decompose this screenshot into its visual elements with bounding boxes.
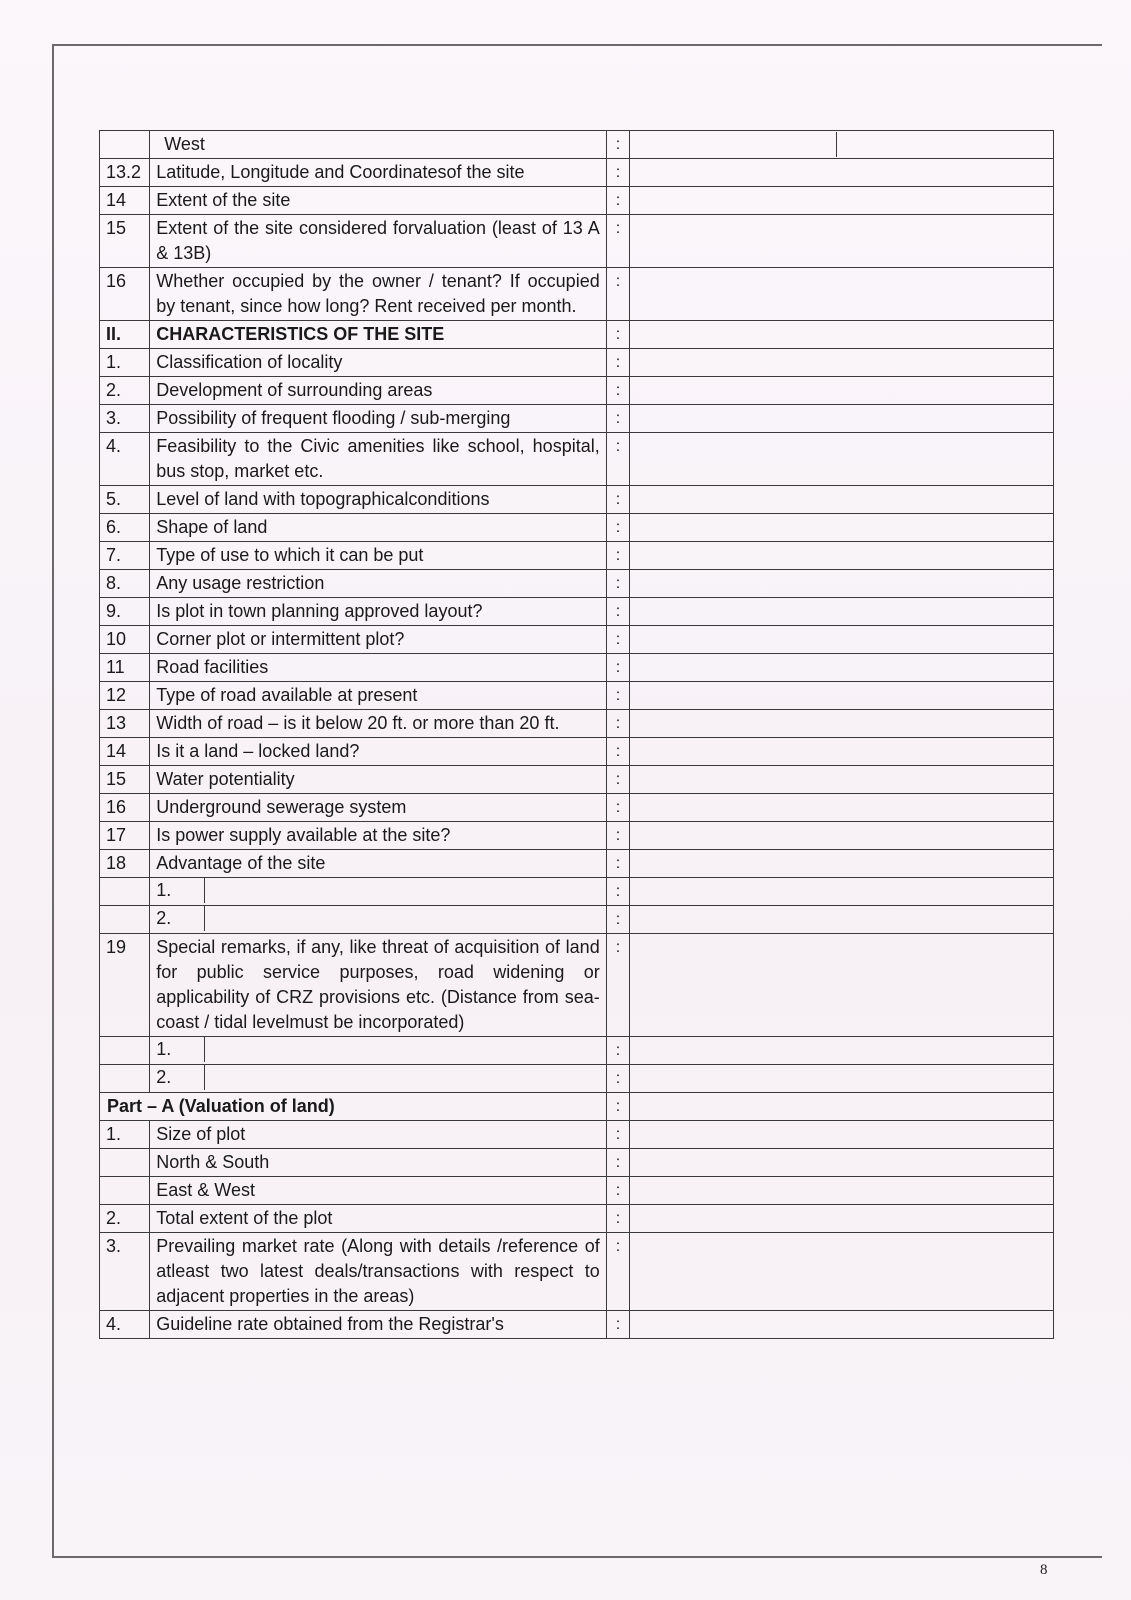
colon-separator: : — [606, 215, 630, 268]
row-number: 14 — [100, 187, 150, 215]
value-cell[interactable] — [630, 131, 1054, 159]
row-description: Road facilities — [150, 654, 606, 682]
colon-separator: : — [606, 349, 630, 377]
row-number: 12 — [100, 682, 150, 710]
colon-separator: : — [606, 377, 630, 405]
colon-separator: : — [606, 486, 630, 514]
sub-item-field[interactable] — [205, 906, 605, 931]
row-number: 4. — [100, 433, 150, 486]
sub-item-number: 1. — [150, 1037, 205, 1062]
value-cell[interactable] — [630, 321, 1054, 349]
table-row — [100, 1149, 1054, 1177]
row-description: Advantage of the site — [150, 850, 606, 878]
colon-separator: : — [606, 934, 630, 1037]
row-description: Development of surrounding areas — [150, 377, 606, 405]
value-cell[interactable] — [630, 349, 1054, 377]
value-cell[interactable] — [630, 215, 1054, 268]
value-cell[interactable] — [630, 822, 1054, 850]
value-cell[interactable] — [630, 268, 1054, 321]
part-a-heading: Part – A (Valuation of land) — [100, 1093, 607, 1121]
row-description: Width of road – is it below 20 ft. or more than 20 ft. — [150, 710, 606, 738]
value-cell[interactable] — [630, 906, 1054, 934]
row-number: 9. — [100, 598, 150, 626]
table-row — [100, 131, 1054, 159]
row-number: 15 — [100, 766, 150, 794]
colon-separator: : — [606, 738, 630, 766]
value-cell[interactable] — [630, 1311, 1054, 1339]
table-row — [100, 1205, 1054, 1233]
table-row — [100, 159, 1054, 187]
colon-separator: : — [606, 766, 630, 794]
colon-separator: : — [606, 822, 630, 850]
table-row — [100, 377, 1054, 405]
table-row — [100, 486, 1054, 514]
table-row — [100, 934, 1054, 1037]
table-row — [100, 878, 1054, 906]
row-description: Size of plot — [150, 1121, 606, 1149]
row-description: Is power supply available at the site? — [150, 822, 606, 850]
row-number: 10 — [100, 626, 150, 654]
table-row — [100, 349, 1054, 377]
row-description: Total extent of the plot — [150, 1205, 606, 1233]
row-description: Any usage restriction — [150, 570, 606, 598]
table-row — [100, 710, 1054, 738]
table-row — [100, 1311, 1054, 1339]
value-cell[interactable] — [630, 542, 1054, 570]
row-number: 13.2 — [100, 159, 150, 187]
colon-separator: : — [606, 1205, 630, 1233]
colon-separator: : — [606, 405, 630, 433]
value-cell[interactable] — [630, 486, 1054, 514]
row-number — [100, 131, 150, 159]
value-cell[interactable] — [630, 934, 1054, 1037]
row-number: 16 — [100, 794, 150, 822]
row-description: North & South — [150, 1149, 606, 1177]
row-number: 2. — [100, 1205, 150, 1233]
row-number: 5. — [100, 486, 150, 514]
row-description: Underground sewerage system — [150, 794, 606, 822]
table-row — [100, 682, 1054, 710]
colon-separator: : — [606, 1311, 630, 1339]
value-cell[interactable] — [630, 159, 1054, 187]
row-description: Type of use to which it can be put — [150, 542, 606, 570]
value-cell[interactable] — [630, 738, 1054, 766]
colon-separator: : — [606, 159, 630, 187]
sub-item-number: 2. — [150, 1065, 205, 1090]
section-number: II. — [100, 321, 150, 349]
row-number: 3. — [100, 1233, 150, 1311]
row-description: Is plot in town planning approved layout? — [150, 598, 606, 626]
table-row — [100, 570, 1054, 598]
row-number: 17 — [100, 822, 150, 850]
row-number: 8. — [100, 570, 150, 598]
sub-item-row — [150, 878, 606, 906]
value-cell[interactable] — [630, 433, 1054, 486]
colon-separator: : — [606, 321, 630, 349]
row-description: Type of road available at present — [150, 682, 606, 710]
table-row — [100, 405, 1054, 433]
row-number: 18 — [100, 850, 150, 878]
row-number: 2. — [100, 377, 150, 405]
value-cell[interactable] — [630, 514, 1054, 542]
colon-separator: : — [606, 710, 630, 738]
row-description: Shape of land — [150, 514, 606, 542]
value-cell[interactable] — [630, 1121, 1054, 1149]
colon-separator: : — [606, 542, 630, 570]
row-number: 19 — [100, 934, 150, 1037]
row-number — [100, 1065, 150, 1093]
colon-separator: : — [606, 794, 630, 822]
row-number: 16 — [100, 268, 150, 321]
colon-separator: : — [606, 187, 630, 215]
row-description: Extent of the site considered forvaluation (least of 13 A & 13B) — [150, 215, 606, 268]
table-row — [100, 433, 1054, 486]
row-number: 11 — [100, 654, 150, 682]
page-number: 8 — [1040, 1562, 1048, 1578]
value-cell[interactable] — [630, 1037, 1054, 1065]
sub-item-number: 1. — [150, 878, 205, 903]
row-description: Latitude, Longitude and Coordinatesof the site — [150, 159, 606, 187]
value-cell[interactable] — [630, 682, 1054, 710]
value-cell[interactable] — [630, 794, 1054, 822]
value-cell[interactable] — [630, 654, 1054, 682]
table-row — [100, 321, 1054, 349]
value-cell[interactable] — [630, 850, 1054, 878]
row-description: East & West — [150, 1177, 606, 1205]
sub-item-field[interactable] — [205, 1037, 605, 1062]
colon-separator: : — [606, 1149, 630, 1177]
sub-item-number: 2. — [150, 906, 205, 931]
row-description: Special remarks, if any, like threat of acquisition of land for public service purposes, road widening or applicability of CRZ provisions etc. (Distance from sea-coast / tidal levelmust be incorporated) — [150, 934, 606, 1037]
colon-separator: : — [606, 514, 630, 542]
row-description: Guideline rate obtained from the Registrar's — [150, 1311, 606, 1339]
row-description: Is it a land – locked land? — [150, 738, 606, 766]
row-number — [100, 878, 150, 906]
table-row — [100, 598, 1054, 626]
table-row — [100, 268, 1054, 321]
sub-item-row — [150, 1065, 606, 1093]
row-description: Water potentiality — [150, 766, 606, 794]
value-cell[interactable] — [630, 570, 1054, 598]
colon-separator: : — [606, 570, 630, 598]
row-description: Extent of the site — [150, 187, 606, 215]
colon-separator: : — [606, 1037, 630, 1065]
sub-item-field[interactable] — [205, 1065, 605, 1090]
table-row — [100, 850, 1054, 878]
row-number — [100, 1177, 150, 1205]
table-row — [100, 1093, 1054, 1121]
row-number: 14 — [100, 738, 150, 766]
table-row — [100, 738, 1054, 766]
colon-separator: : — [606, 850, 630, 878]
sub-item-field[interactable] — [205, 878, 605, 903]
table-row — [100, 822, 1054, 850]
table-row — [100, 1177, 1054, 1205]
table-row — [100, 514, 1054, 542]
table-row — [100, 1233, 1054, 1311]
colon-separator: : — [606, 626, 630, 654]
colon-separator: : — [606, 682, 630, 710]
row-number: 15 — [100, 215, 150, 268]
value-cell[interactable] — [630, 1065, 1054, 1093]
value-cell[interactable] — [630, 878, 1054, 906]
colon-separator: : — [606, 433, 630, 486]
colon-separator: : — [606, 1093, 630, 1121]
table-row — [100, 766, 1054, 794]
table-row — [100, 794, 1054, 822]
row-description: Whether occupied by the owner / tenant? If occupied by tenant, since how long? Rent received per month. — [150, 268, 606, 321]
valuation-form-table — [99, 130, 1054, 1339]
row-number — [100, 1149, 150, 1177]
colon-separator: : — [606, 878, 630, 906]
value-cell[interactable] — [630, 626, 1054, 654]
row-number — [100, 1037, 150, 1065]
row-number — [100, 906, 150, 934]
sub-item-row — [150, 1037, 606, 1065]
value-cell[interactable] — [630, 766, 1054, 794]
table-row — [100, 542, 1054, 570]
table-row — [100, 1121, 1054, 1149]
row-description: Corner plot or intermittent plot? — [150, 626, 606, 654]
value-cell[interactable] — [630, 710, 1054, 738]
section-heading: CHARACTERISTICS OF THE SITE — [150, 321, 606, 349]
colon-separator: : — [606, 906, 630, 934]
colon-separator: : — [606, 1121, 630, 1149]
row-description: Feasibility to the Civic amenities like school, hospital, bus stop, market etc. — [150, 433, 606, 486]
colon-separator: : — [606, 131, 630, 159]
row-number: 13 — [100, 710, 150, 738]
value-cell[interactable] — [630, 598, 1054, 626]
colon-separator: : — [606, 1065, 630, 1093]
colon-separator: : — [606, 1233, 630, 1311]
table-row — [100, 654, 1054, 682]
value-cell[interactable] — [630, 1205, 1054, 1233]
row-description: West — [150, 131, 606, 159]
value-cell[interactable] — [630, 1177, 1054, 1205]
colon-separator: : — [606, 598, 630, 626]
table-row — [100, 626, 1054, 654]
row-number: 6. — [100, 514, 150, 542]
table-row — [100, 187, 1054, 215]
value-cell[interactable] — [630, 377, 1054, 405]
value-cell[interactable] — [630, 1149, 1054, 1177]
value-cell[interactable] — [630, 187, 1054, 215]
row-number: 1. — [100, 349, 150, 377]
row-description: Possibility of frequent flooding / sub-merging — [150, 405, 606, 433]
row-description: Level of land with topographicalconditions — [150, 486, 606, 514]
row-description: Prevailing market rate (Along with details /reference of atleast two latest deals/transactions with respect to adjacent properties in the areas) — [150, 1233, 606, 1311]
row-number: 4. — [100, 1311, 150, 1339]
value-cell[interactable] — [630, 1093, 1054, 1121]
row-number: 1. — [100, 1121, 150, 1149]
table-row — [100, 906, 1054, 934]
value-cell[interactable] — [630, 405, 1054, 433]
row-number: 7. — [100, 542, 150, 570]
table-row — [100, 215, 1054, 268]
table-row — [100, 1037, 1054, 1065]
row-number: 3. — [100, 405, 150, 433]
table-row — [100, 1065, 1054, 1093]
value-cell[interactable] — [630, 1233, 1054, 1311]
sub-item-row — [150, 906, 606, 934]
row-description: Classification of locality — [150, 349, 606, 377]
colon-separator: : — [606, 268, 630, 321]
colon-separator: : — [606, 1177, 630, 1205]
colon-separator: : — [606, 654, 630, 682]
